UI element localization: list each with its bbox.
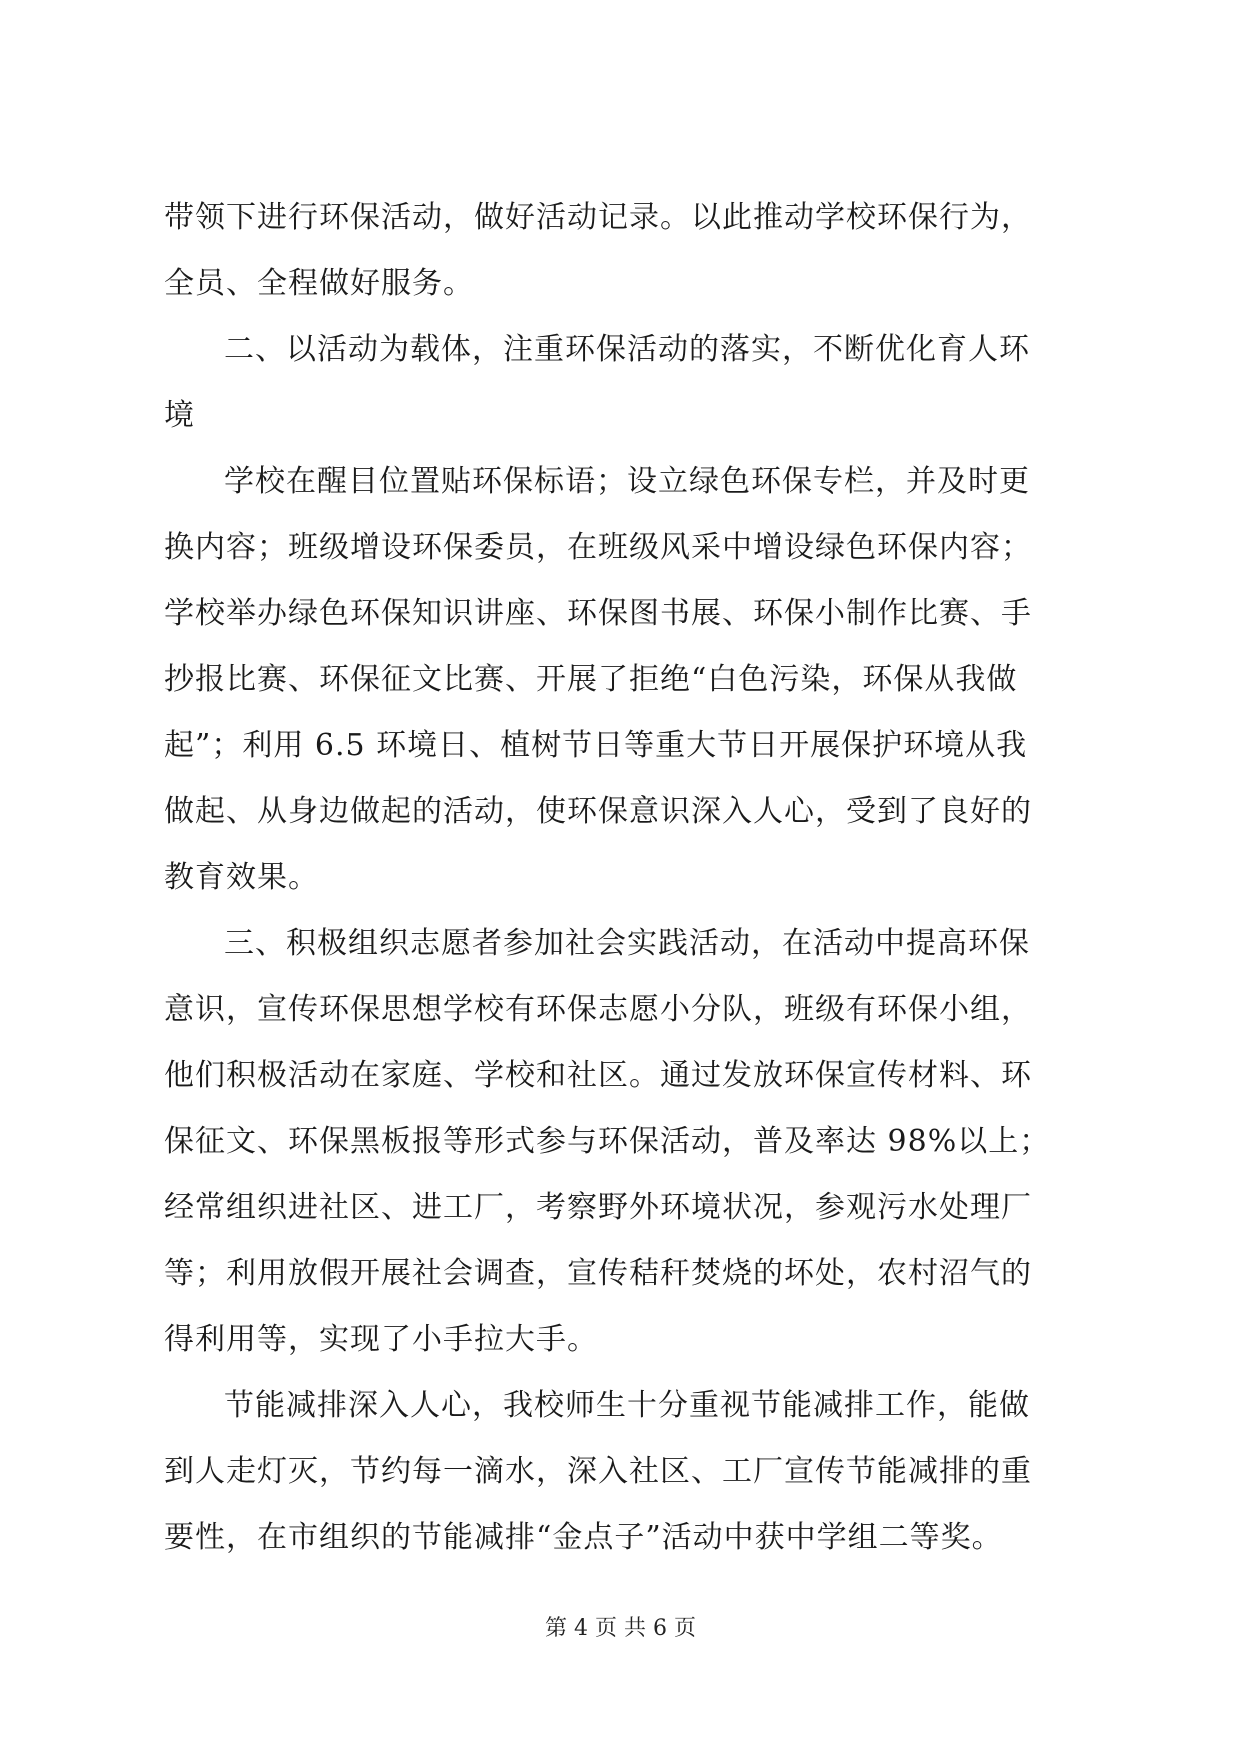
paragraph-line: 等；利用放假开展社会调查，宣传秸秆焚烧的坏处，农村沼气的 [164, 1256, 1032, 1291]
section-heading-line: 境 [164, 398, 195, 433]
paragraph-line: 教育效果。 [164, 860, 319, 895]
paragraph-line: 带领下进行环保活动，做好活动记录。以此推动学校环保行为， [164, 200, 1032, 235]
paragraph-line: 保征文、环保黑板报等形式参与环保活动，普及率达 98%以上； [164, 1124, 1051, 1159]
paragraph-line: 节能减排深入人心，我校师生十分重视节能减排工作，能做 [224, 1388, 1030, 1423]
paragraph-line: 学校在醒目位置贴环保标语；设立绿色环保专栏，并及时更 [224, 464, 1030, 499]
paragraph-line: 全员、全程做好服务。 [164, 266, 474, 301]
paragraph-line: 换内容；班级增设环保委员，在班级风采中增设绿色环保内容； [164, 530, 1032, 565]
section-heading-line: 二、以活动为载体，注重环保活动的落实，不断优化育人环 [224, 332, 1030, 367]
paragraph-line: 他们积极活动在家庭、学校和社区。通过发放环保宣传材料、环 [164, 1058, 1032, 1093]
paragraph-line: 得利用等，实现了小手拉大手。 [164, 1322, 598, 1357]
paragraph-line: 学校举办绿色环保知识讲座、环保图书展、环保小制作比赛、手 [164, 596, 1032, 631]
paragraph-line: 三、积极组织志愿者参加社会实践活动，在活动中提高环保 [224, 926, 1030, 961]
paragraph-line: 要性，在市组织的节能减排“金点子”活动中获中学组二等奖。 [164, 1520, 1003, 1555]
paragraph-line: 经常组织进社区、进工厂，考察野外环境状况，参观污水处理厂 [164, 1190, 1032, 1225]
paragraph-line: 抄报比赛、环保征文比赛、开展了拒绝“白色污染，环保从我做 [164, 662, 1018, 697]
paragraph-line: 做起、从身边做起的活动，使环保意识深入人心，受到了良好的 [164, 794, 1032, 829]
paragraph-line: 起”；利用 6.5 环境日、植树节日等重大节日开展保护环境从我 [164, 728, 1028, 763]
paragraph-line: 到人走灯灭，节约每一滴水，深入社区、工厂宣传节能减排的重 [164, 1454, 1032, 1489]
page-number-footer: 第 4 页 共 6 页 [545, 1616, 696, 1641]
paragraph-line: 意识，宣传环保思想学校有环保志愿小分队，班级有环保小组， [164, 992, 1032, 1027]
